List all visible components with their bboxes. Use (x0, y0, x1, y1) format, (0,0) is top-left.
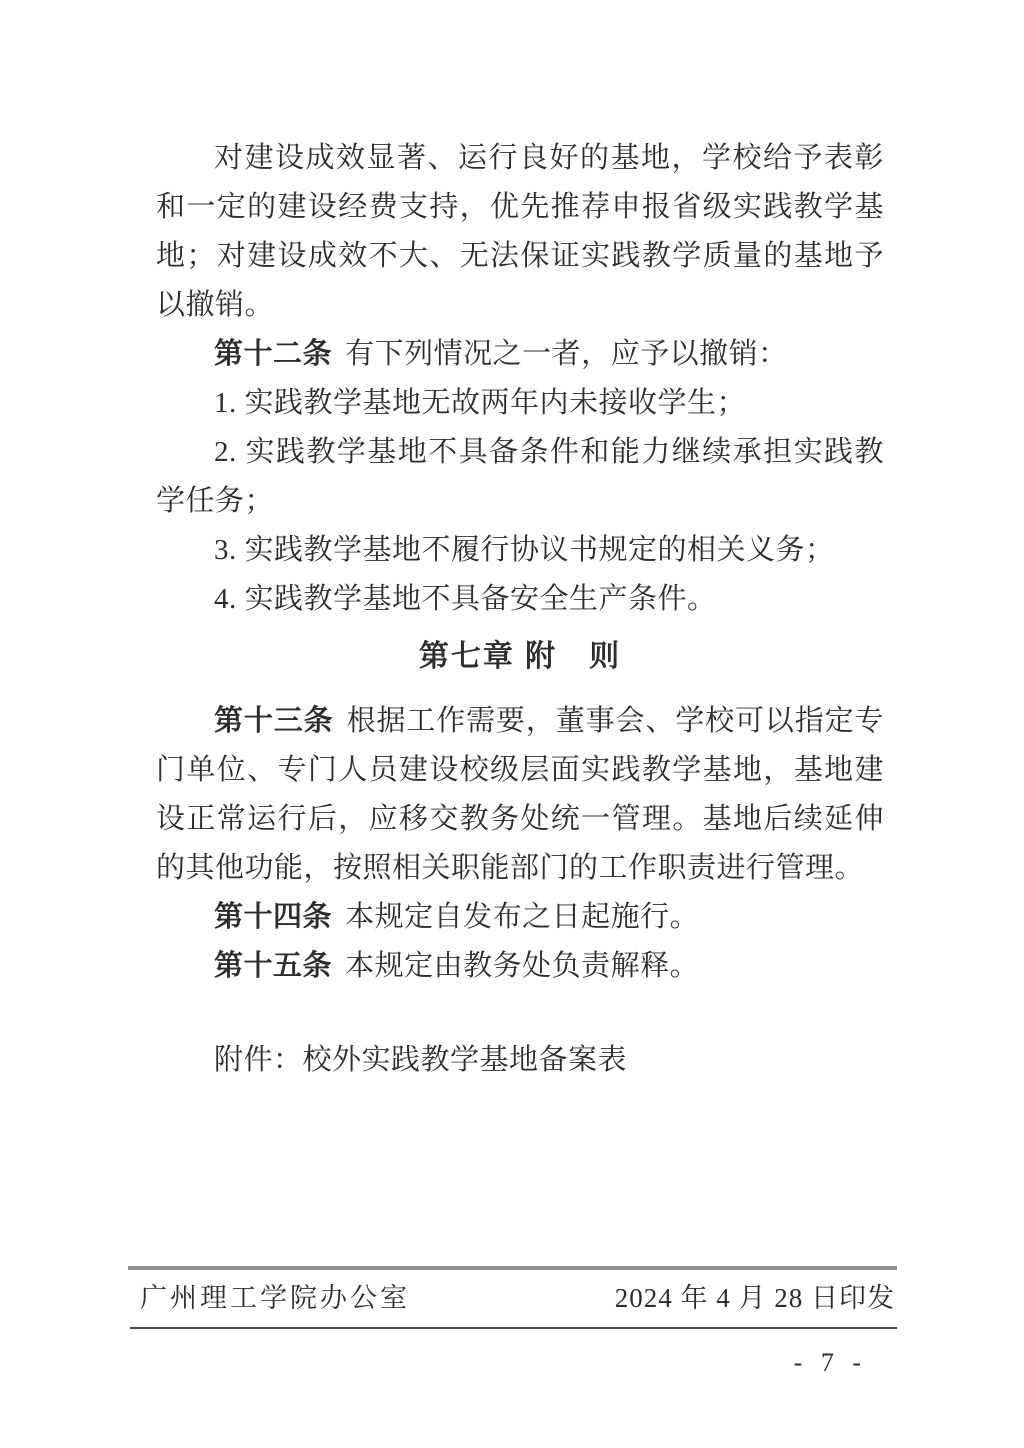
article-13-number: 第十三条 (214, 705, 334, 737)
article-15-number: 第十五条 (214, 950, 333, 982)
paragraph-article-13 (156, 697, 884, 893)
article-14-number: 第十四条 (214, 901, 333, 933)
document-footer (140, 1282, 895, 1314)
chapter-heading: 第七章 附 则 (418, 640, 622, 673)
paragraph-article-12 (156, 330, 884, 379)
article-15-text: 本规定由教务处负责解释。 (345, 950, 700, 982)
article-12-text: 有下列情况之一者，应予以撤销： (345, 338, 788, 370)
list-item-2: 2. 实践教学基地不具备条件和能力继续承担实践教学任务； (156, 436, 884, 517)
article-14-text: 本规定自发布之日起施行。 (345, 901, 700, 933)
paragraph-article-15 (156, 942, 884, 991)
paragraph-article-14 (156, 893, 884, 942)
list-item-3: 3. 实践教学基地不履行协议书规定的相关义务； (214, 534, 835, 566)
list-item-4: 4. 实践教学基地不具备安全生产条件。 (214, 583, 717, 615)
document-body (156, 134, 884, 1085)
footer-divider-thin (130, 1327, 897, 1329)
article-12-number: 第十二条 (214, 338, 333, 370)
list-item-1: 1. 实践教学基地无故两年内未接收学生； (214, 387, 747, 419)
article-13-text: 根据工作需要，董事会、学校可以指定专门单位、专门人员建设校级层面实践教学基地，基地建设正常运行后，应移交教务处统一管理。基地后续延伸的其他功能，按照相关职能部门的工作职责进行管理。 (156, 705, 884, 884)
issuing-office: 广州理工学院办公室 (140, 1283, 410, 1313)
print-date: 2024 年 4 月 28 日印发 (614, 1283, 895, 1313)
attachment-note: 附件：校外实践教学基地备案表 (214, 1044, 628, 1076)
page-number: - 7 - (793, 1348, 867, 1377)
paragraph-revocation-policy: 对建设成效显著、运行良好的基地，学校给予表彰和一定的建设经费支持，优先推荐申报省级实践教学基地；对建设成效不大、无法保证实践教学质量的基地予以撤销。 (156, 142, 884, 321)
footer-divider-thick (128, 1266, 897, 1270)
